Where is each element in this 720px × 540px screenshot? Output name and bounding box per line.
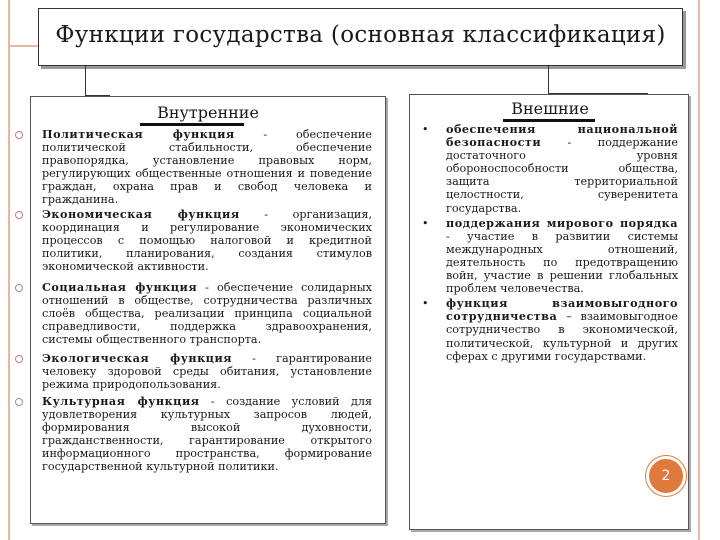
internal-item-name: Экономическая функция [42,206,240,221]
external-item-name: поддержания мирового порядка [446,215,678,230]
bullet-icon [15,131,23,139]
page-number-badge: 2 [646,456,686,496]
slide-title: Функции государства (основная классификация) [55,22,666,48]
frame-line-top [8,45,38,47]
connector-right [548,66,549,94]
internal-heading: Внутренние [157,103,259,122]
internal-item-text: - обеспечение политической стабильности, обеспечение правопорядка, установление правовых норм, регулирующих общественные отношения и поведение граждан, охрана прав и свобод человека и гражданина. [42,128,372,207]
title-box [38,8,683,66]
internal-list [42,128,372,473]
external-item-text: - участие в развитии системы международных отношений, деятельность по предотвращению войн, участие в решении глобальных проблем человечества. [446,229,678,296]
internal-item-cultural [42,395,372,474]
internal-item-text: - гарантирование человеку здоровой среды обитания, установление режима природопользования. [42,351,372,391]
bullet-icon [15,355,23,363]
internal-item-text: - создание условий для удовлетворения культурных запросов людей, формирования высокой духовности, гражданственности, гарантирование открытого информационного пространства, формирование государственной культурной политики. [42,394,372,474]
internal-item-economic [42,208,372,273]
external-item-security [422,122,678,215]
internal-heading-underline [140,123,244,126]
frame-line-right [698,0,700,540]
bullet-dot-icon: • [422,216,429,230]
external-heading: Внешние [511,99,589,118]
external-item-text: - поддержание достаточного уровня обороноспособности общества, защита территориальной целостности, суверенитета государства. [446,136,678,215]
external-item-world-order [422,215,678,296]
bullet-dot-icon: • [422,123,429,136]
internal-item-name: Политическая функция [42,127,235,141]
bullet-icon [15,284,23,292]
internal-item-social [42,281,372,346]
connector-left [85,66,86,96]
internal-item-name: Экологическая функция [42,350,233,365]
internal-item-political [42,128,372,207]
internal-item-ecological [42,352,372,391]
bullet-icon [15,211,23,219]
internal-item-text: - обеспечение солидарных отношений в обществе, сотрудничества различных слоёв общества, реализации принципа социальной справедливости, поддержка здравоохранения, системы общественного транспорта. [42,281,372,347]
frame-line-left [8,0,10,540]
external-list [422,122,678,363]
internal-item-text: - организация, координация и регулирование экономических процессов с помощью налоговой и кредитной политики, планирования, создания стимулов экономической активности. [42,207,372,273]
internal-item-name: Социальная функция [42,280,198,295]
external-item-name: функция взаимовыгодного сотрудничества [446,296,678,324]
external-item-name: обеспечения национальной безопасности [446,122,678,150]
internal-item-name: Культурная функция [42,393,200,408]
bullet-dot-icon: • [422,297,429,311]
bullet-icon [15,398,23,406]
external-item-cooperation [422,296,678,363]
external-item-text: – взаимовыгодное сотрудничество в экономической, политической, культурной и других сферах с другими государствами. [446,310,678,363]
